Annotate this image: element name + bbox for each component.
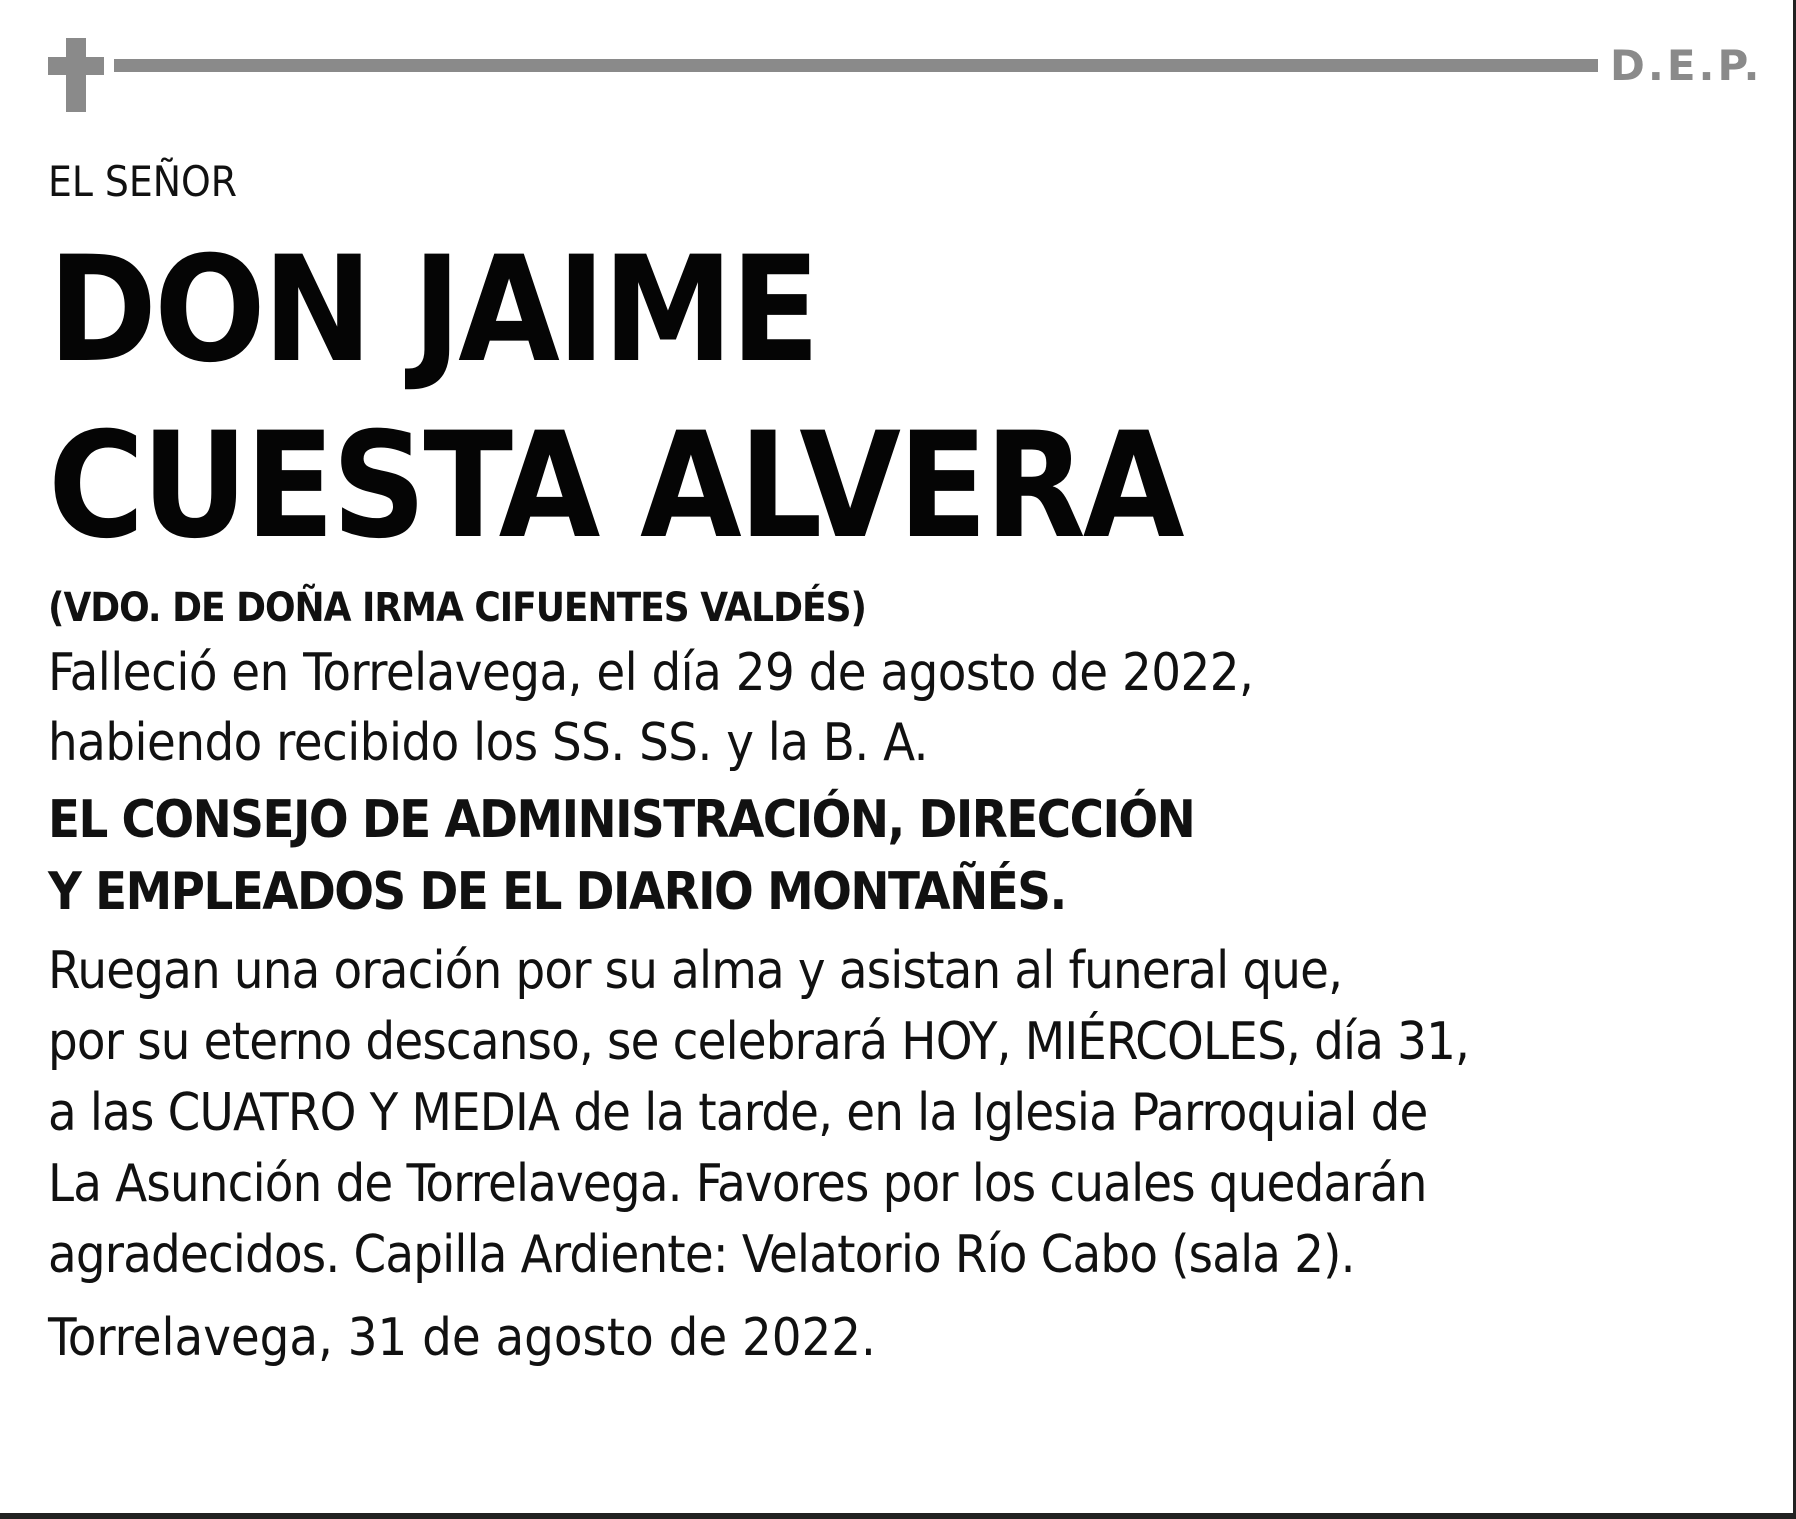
widower-note: (VDO. DE DOÑA IRMA CIFUENTES VALDÉS): [48, 585, 866, 631]
funeral-line: La Asunción de Torrelavega. Favores por los cuales quedarán: [48, 1154, 1427, 1214]
dep-label: D.E.P.: [1610, 41, 1763, 90]
name-line: DON JAIME: [48, 225, 818, 395]
death-line: Falleció en Torrelavega, el día 29 de agosto de 2022,: [48, 643, 1254, 703]
funeral-line: Ruegan una oración por su alma y asistan al funeral que,: [48, 941, 1343, 1001]
funeral-line: por su eterno descanso, se celebrará HOY, MIÉRCOLES, día 31,: [48, 1012, 1470, 1072]
obituary-header: [48, 38, 1763, 112]
death-line: habiendo recibido los SS. SS. y la B. A.: [48, 713, 928, 773]
funeral-paragraph: [48, 936, 1768, 1291]
honorific: EL SEÑOR: [48, 157, 238, 206]
organization-line: Y EMPLEADOS DE EL DIARIO MONTAÑÉS.: [48, 862, 1066, 922]
header-rule: [114, 59, 1598, 72]
organization-line: EL CONSEJO DE ADMINISTRACIÓN, DIRECCIÓN: [48, 790, 1195, 850]
funeral-line: agradecidos. Capilla Ardiente: Velatorio Río Cabo (sala 2).: [48, 1225, 1355, 1285]
death-announcement: [48, 638, 1768, 778]
dateline: Torrelavega, 31 de agosto de 2022.: [48, 1308, 876, 1368]
obituary-body: [48, 150, 1768, 1373]
deceased-name: [48, 222, 1768, 574]
organization-block: [48, 784, 1768, 928]
name-line: CUESTA ALVERA: [48, 401, 1182, 571]
latin-cross-icon: [48, 38, 102, 112]
funeral-line: a las CUATRO Y MEDIA de la tarde, en la Iglesia Parroquial de: [48, 1083, 1428, 1143]
